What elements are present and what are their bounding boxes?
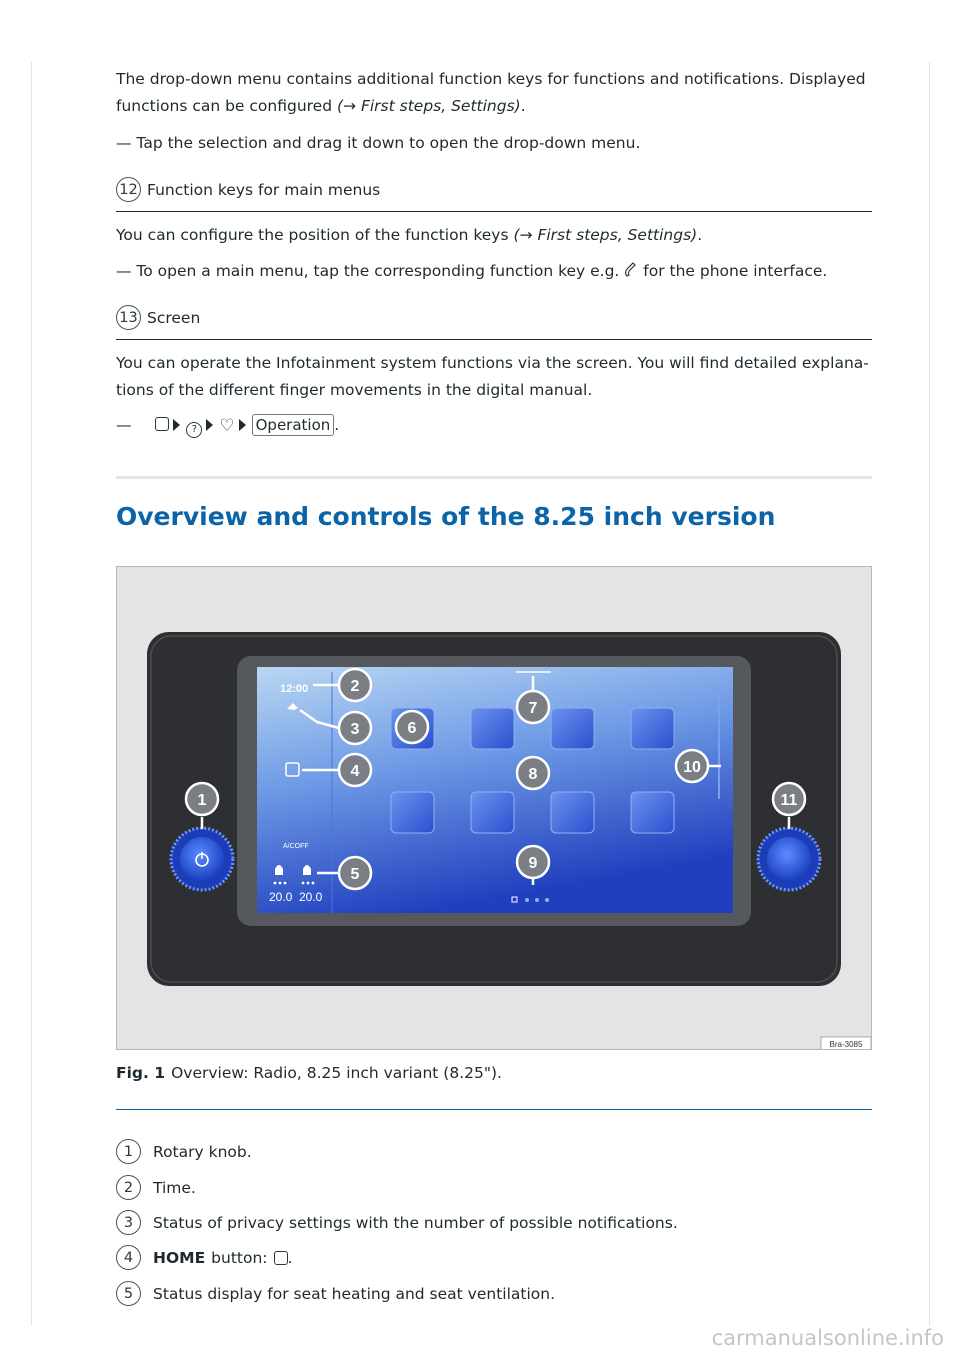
- screen-temp-right: 20.0: [299, 890, 323, 904]
- favourite-icon: ♡: [219, 416, 235, 436]
- legend-item-1: [116, 1139, 252, 1164]
- item-12-paragraph: [116, 222, 872, 249]
- svg-text:9: 9: [528, 855, 538, 872]
- legend-rule: [116, 1109, 872, 1110]
- item-12-text: You can configure the position of the function keys: [116, 226, 509, 244]
- svg-text:8: 8: [528, 766, 538, 783]
- svg-text:7: 7: [528, 700, 538, 717]
- figure-caption: [116, 1064, 502, 1082]
- section-heading: Overview and controls of the 8.25 inch version: [116, 502, 776, 531]
- legend-number: 4: [116, 1245, 141, 1270]
- item-13-heading: [116, 305, 200, 330]
- figure-caption-text: Overview: Radio, 8.25 inch variant (8.25").: [171, 1064, 502, 1082]
- screen-temp-left: 20.0: [269, 890, 293, 904]
- arrow-right-icon: [239, 419, 246, 431]
- svg-text:2: 2: [350, 678, 360, 695]
- legend-number: 3: [116, 1210, 141, 1235]
- legend-end: .: [287, 1248, 293, 1267]
- margin-line-right: [929, 62, 930, 1326]
- item-12-end: .: [697, 226, 703, 244]
- item-13-paragraph: You can operate the Infotainment system functions via the screen. You will find detailed explana-tions of the different finger movements in the digital manual.: [116, 354, 869, 399]
- figure-label: Fig. 1: [116, 1064, 166, 1082]
- legend-number: 2: [116, 1175, 141, 1200]
- legend-text: Rotary knob.: [153, 1142, 252, 1161]
- watermark: carmanualsonline.info: [711, 1326, 944, 1350]
- legend-item-2: [116, 1175, 196, 1200]
- svg-text:4: 4: [350, 763, 360, 780]
- legend-text: Time.: [153, 1178, 196, 1197]
- step-dash: —: [116, 416, 132, 434]
- svg-text:1: 1: [197, 792, 207, 809]
- svg-text:11: 11: [780, 792, 798, 809]
- item-number-13: 13: [116, 305, 141, 330]
- svg-text:5: 5: [350, 866, 360, 883]
- intro-text: The drop-down menu contains additional function keys for functions and notifications. Displayed functions can be configured: [116, 70, 866, 115]
- help-icon: ?: [186, 422, 202, 438]
- section-separator: [116, 476, 872, 479]
- svg-text:3: 3: [350, 721, 360, 738]
- item-12-settings-link[interactable]: (→ First steps, Settings): [513, 226, 698, 244]
- intro-settings-link[interactable]: (→ First steps, Settings): [337, 97, 521, 115]
- legend-text: Status of privacy settings with the number of possible notifications.: [153, 1213, 678, 1232]
- item-12-step: [116, 258, 872, 285]
- legend-item-5: [116, 1281, 555, 1306]
- overview-figure: [116, 566, 872, 1050]
- item-12-title: Function keys for main menus: [147, 180, 381, 199]
- step-end: .: [334, 416, 340, 434]
- intro-step: — Tap the selection and drag it down to open the drop-down menu.: [116, 134, 641, 152]
- screen-ac-label: A/COFF: [283, 843, 309, 850]
- phone-icon: [624, 262, 638, 280]
- image-code: Bra-3085: [829, 1040, 863, 1049]
- arrow-right-icon: [206, 419, 213, 431]
- item-12-heading: [116, 177, 380, 202]
- intro-paragraph: [116, 66, 872, 120]
- item-12-rule: [116, 211, 872, 212]
- item-13-step: [116, 412, 872, 440]
- legend-item-4: [116, 1245, 292, 1270]
- item-13-title: Screen: [147, 308, 201, 327]
- item-number-12: 12: [116, 177, 141, 202]
- legend-number: 5: [116, 1281, 141, 1306]
- home-icon: [155, 417, 169, 431]
- screen-time: 12:00: [280, 683, 309, 695]
- item-13-rule: [116, 339, 872, 340]
- legend-text: Status display for seat heating and seat ventilation.: [153, 1284, 556, 1303]
- arrow-right-icon: [173, 419, 180, 431]
- radio-illustration: [117, 567, 872, 1050]
- intro-end: .: [520, 97, 526, 115]
- svg-text:6: 6: [407, 720, 417, 737]
- svg-text:10: 10: [683, 759, 701, 776]
- legend-text: button:: [211, 1248, 268, 1267]
- item-12-step-text: — To open a main menu, tap the corresponding function key e.g.: [116, 262, 620, 280]
- legend-item-3: [116, 1210, 678, 1235]
- home-icon: [274, 1251, 288, 1265]
- margin-line-left: [31, 62, 32, 1326]
- home-label: HOME: [153, 1248, 206, 1267]
- operation-key[interactable]: Operation: [252, 414, 335, 436]
- item-12-step-end: for the phone interface.: [643, 262, 828, 280]
- legend-number: 1: [116, 1139, 141, 1164]
